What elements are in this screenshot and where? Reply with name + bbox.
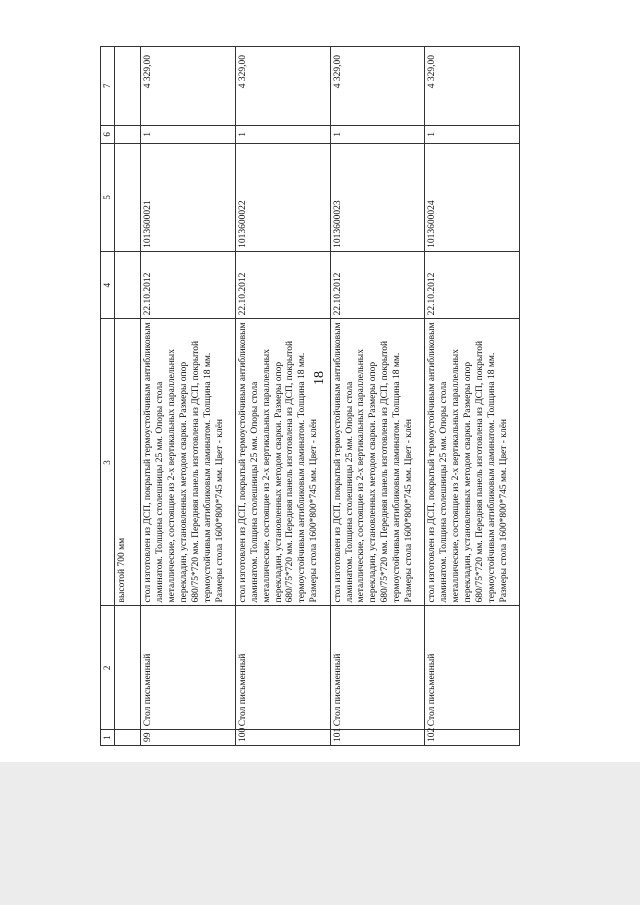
- inventory-number: 1013600023: [330, 143, 425, 251]
- column-header: 5: [101, 143, 115, 251]
- page-number: 18: [312, 371, 327, 385]
- quantity: 1: [425, 125, 520, 143]
- price: 4 329,00: [330, 47, 425, 126]
- item-description: стол изготовлен из ДСП, покрытый термоустойчивым антибликовым ламинатом. Толщина столешницы 25 мм. Опоры стола металлические, состоящие из 2-х вертикальных параллельных перекладин, установленных методом сварки. Размеры опор 680/75*720 мм. Передняя панель изготовлена из ДСП, покрытой термоустойчивым антибликовым ламинатом. Толщина 18 мм. Размеры стола 1600*800*745 мм. Цвет - клён: [330, 319, 425, 606]
- row-number: 102: [425, 730, 520, 746]
- column-header: 2: [101, 606, 115, 730]
- item-description: стол изготовлен из ДСП, покрытый термоустойчивым антибликовым ламинатом. Толщина столешницы 25 мм. Опоры стола металлические, состоящие из 2-х вертикальных параллельных перекладин, установленных методом сварки. Размеры опор 680/75*720 мм. Передняя панель изготовлена из ДСП, покрытой термоустойчивым антибликовым ламинатом. Толщина 18 мм. Размеры стола 1600*800*745 мм. Цвет - клён: [235, 319, 330, 606]
- rotated-table: [100, 46, 520, 746]
- quantity: 1: [330, 125, 425, 143]
- price: 4 329,00: [141, 47, 236, 126]
- item-description: стол изготовлен из ДСП, покрытый термоустойчивым антибликовым ламинатом. Толщина столешницы 25 мм. Опоры стола металлические, состоящие из 2-х вертикальных параллельных перекладин, установленных методом сварки. Размеры опор 680/75*720 мм. Передняя панель изготовлена из ДСП, покрытой термоустойчивым антибликовым ламинатом. Толщина 18 мм. Размеры стола 1600*800*745 мм. Цвет - клён: [141, 319, 236, 606]
- column-header: 4: [101, 251, 115, 319]
- continuation-text: высотой 700 мм: [115, 319, 141, 606]
- column-header: 1: [101, 730, 115, 746]
- item-description: стол изготовлен из ДСП, покрытый термоустойчивым антибликовым ламинатом. Толщина столешницы 25 мм. Опоры стола металлические, состоящие из 2-х вертикальных параллельных перекладин, установленных методом сварки. Размеры опор 680/75*720 мм. Передняя панель изготовлена из ДСП, покрытой термоустойчивым антибликовым ламинатом. Толщина 18 мм. Размеры стола 1600*800*745 мм. Цвет - клён: [425, 319, 520, 606]
- acquisition-date: 22.10.2012: [235, 251, 330, 319]
- acquisition-date: 22.10.2012: [141, 251, 236, 319]
- table-row: [235, 47, 330, 746]
- acquisition-date: 22.10.2012: [425, 251, 520, 319]
- inventory-number: 1013600022: [235, 143, 330, 251]
- scan-background: [0, 762, 640, 905]
- column-header: 6: [101, 125, 115, 143]
- inventory-number: 1013600024: [425, 143, 520, 251]
- inventory-table: [100, 46, 520, 746]
- table-row: [141, 47, 236, 746]
- acquisition-date: 22.10.2012: [330, 251, 425, 319]
- item-name: Стол письменный: [330, 606, 425, 730]
- item-name: Стол письменный: [425, 606, 520, 730]
- column-header: 7: [101, 47, 115, 126]
- inventory-table-container: [100, 46, 520, 746]
- item-name: Стол письменный: [141, 606, 236, 730]
- column-header: 3: [101, 319, 115, 606]
- table-row: [330, 47, 425, 746]
- continuation-row: [115, 47, 141, 746]
- row-number: 99: [141, 730, 236, 746]
- inventory-number: 1013600021: [141, 143, 236, 251]
- table-row: [425, 47, 520, 746]
- row-number: 100: [235, 730, 330, 746]
- quantity: 1: [141, 125, 236, 143]
- column-number-row: [101, 47, 115, 746]
- quantity: 1: [235, 125, 330, 143]
- price: 4 329,00: [235, 47, 330, 126]
- row-number: 101: [330, 730, 425, 746]
- item-name: Стол письменный: [235, 606, 330, 730]
- price: 4 329,00: [425, 47, 520, 126]
